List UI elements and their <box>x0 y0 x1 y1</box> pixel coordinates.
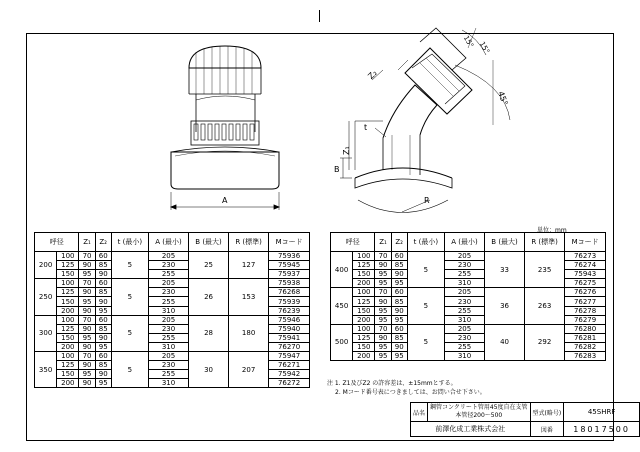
cell-z1: 95 <box>375 306 391 315</box>
table-row <box>331 324 606 333</box>
table-row <box>331 352 606 361</box>
cell-z2: 85 <box>95 261 111 270</box>
cell-r: 127 <box>229 252 269 279</box>
cell-t: 5 <box>111 252 148 279</box>
cell-a: 310 <box>445 279 485 288</box>
table-row <box>35 370 310 379</box>
cell-z1: 70 <box>79 252 95 261</box>
cell-mcode: 75941 <box>269 333 310 342</box>
table-row <box>35 361 310 370</box>
cell-branch-size: 100 <box>57 252 79 261</box>
cell-z2: 85 <box>95 324 111 333</box>
cell-main-size: 300 <box>35 315 57 351</box>
cell-mcode: 76279 <box>565 315 606 324</box>
col-header-mcode: Mコード <box>565 233 606 252</box>
cell-z2: 60 <box>391 252 407 261</box>
table-row <box>331 306 606 315</box>
cell-a: 205 <box>149 252 189 261</box>
cell-b: 33 <box>485 252 525 288</box>
cell-z2: 90 <box>95 333 111 342</box>
cell-a: 230 <box>149 324 189 333</box>
cell-b: 28 <box>189 315 229 351</box>
cell-mcode: 75946 <box>269 315 310 324</box>
cell-z1: 90 <box>79 324 95 333</box>
cell-z1: 95 <box>79 297 95 306</box>
cell-a: 310 <box>445 352 485 361</box>
table-row <box>331 279 606 288</box>
note-2: 2. Mコード番号表につきましては、お問い合せ下さい。 <box>335 389 486 396</box>
cell-branch-size: 150 <box>57 270 79 279</box>
col-header-b: B (最大) <box>189 233 229 252</box>
cell-r: 292 <box>525 324 565 360</box>
table-row <box>35 288 310 297</box>
cell-z1: 70 <box>375 252 391 261</box>
company-name: 前澤化成工業株式会社 <box>411 422 531 437</box>
cell-r: 263 <box>525 288 565 324</box>
cell-z1: 95 <box>79 370 95 379</box>
cell-branch-size: 125 <box>57 361 79 370</box>
cell-a: 255 <box>445 270 485 279</box>
cell-branch-size: 200 <box>57 342 79 351</box>
col-header-z2: Z₂ <box>391 233 407 252</box>
angle-45-label: 45° <box>496 90 510 107</box>
cell-branch-size: 150 <box>57 297 79 306</box>
cell-z2: 85 <box>95 288 111 297</box>
table-row <box>331 288 606 297</box>
cell-z2: 95 <box>95 306 111 315</box>
cell-z1: 95 <box>375 315 391 324</box>
cell-branch-size: 150 <box>57 333 79 342</box>
cell-mcode: 76275 <box>565 279 606 288</box>
cell-z1: 95 <box>375 352 391 361</box>
col-header-a: A (最小) <box>445 233 485 252</box>
cell-a: 230 <box>149 288 189 297</box>
cell-z1: 95 <box>375 270 391 279</box>
cell-z2: 90 <box>391 270 407 279</box>
spec-table-left <box>34 232 310 388</box>
cell-mcode: 76273 <box>565 252 606 261</box>
cell-mcode: 76283 <box>565 352 606 361</box>
cell-a: 255 <box>149 370 189 379</box>
cell-mcode: 76280 <box>565 324 606 333</box>
cell-z1: 90 <box>79 342 95 351</box>
table-header-row <box>331 233 606 252</box>
col-header-mcode: Mコード <box>269 233 310 252</box>
dim-r-label: R <box>424 196 430 205</box>
cell-a: 310 <box>149 342 189 351</box>
cell-z2: 95 <box>391 315 407 324</box>
cell-a: 255 <box>445 342 485 351</box>
cell-branch-size: 150 <box>353 342 375 351</box>
cell-mcode: 75947 <box>269 352 310 361</box>
product-name-line-2: 本管径200～500 <box>455 412 503 419</box>
cell-branch-size: 200 <box>353 315 375 324</box>
cell-a: 255 <box>445 306 485 315</box>
cell-z1: 95 <box>375 279 391 288</box>
cell-mcode: 75942 <box>269 370 310 379</box>
title-block <box>410 402 640 437</box>
cell-mcode: 76277 <box>565 297 606 306</box>
cell-a: 255 <box>149 297 189 306</box>
dim-z1-label: Z₁ <box>342 146 351 155</box>
cell-t: 5 <box>111 352 148 388</box>
cell-z2: 60 <box>391 288 407 297</box>
cell-z1: 90 <box>375 261 391 270</box>
table-row <box>35 379 310 388</box>
table-row <box>331 261 606 270</box>
table-row <box>331 342 606 351</box>
cell-a: 230 <box>445 297 485 306</box>
cell-z2: 95 <box>95 342 111 351</box>
cell-b: 26 <box>189 279 229 315</box>
cell-z1: 90 <box>375 333 391 342</box>
cell-mcode: 75936 <box>269 252 310 261</box>
cell-z2: 90 <box>95 370 111 379</box>
cell-z2: 60 <box>95 279 111 288</box>
cell-z2: 90 <box>95 270 111 279</box>
table-row <box>35 315 310 324</box>
cell-z1: 70 <box>79 315 95 324</box>
product-name-line-1: 鋼管コンクリート管用45度自在支管 <box>430 404 528 411</box>
table-row <box>35 279 310 288</box>
cell-branch-size: 100 <box>57 315 79 324</box>
cell-z1: 70 <box>375 288 391 297</box>
cell-a: 205 <box>149 279 189 288</box>
cell-z1: 90 <box>79 288 95 297</box>
cell-z2: 60 <box>391 324 407 333</box>
cell-mcode: 75939 <box>269 297 310 306</box>
cell-b: 30 <box>189 352 229 388</box>
cell-branch-size: 125 <box>57 288 79 297</box>
cell-a: 205 <box>149 352 189 361</box>
cell-main-size: 200 <box>35 252 57 279</box>
cell-z2: 95 <box>95 379 111 388</box>
table-row <box>35 352 310 361</box>
col-header-t: t (最小) <box>111 233 148 252</box>
table-row <box>35 270 310 279</box>
cell-branch-size: 200 <box>57 379 79 388</box>
cell-main-size: 350 <box>35 352 57 388</box>
table-row <box>35 306 310 315</box>
cell-z1: 95 <box>79 333 95 342</box>
cell-z1: 90 <box>79 261 95 270</box>
dim-t-label: t <box>364 123 368 132</box>
drawing-no-label: 図番 <box>530 422 564 437</box>
cell-branch-size: 150 <box>353 270 375 279</box>
front-view <box>171 46 279 210</box>
cell-r: 153 <box>229 279 269 315</box>
cell-z2: 85 <box>95 361 111 370</box>
col-header-z2: Z₂ <box>95 233 111 252</box>
cell-branch-size: 125 <box>57 261 79 270</box>
cell-z2: 90 <box>391 306 407 315</box>
table-row <box>35 333 310 342</box>
cell-mcode: 75943 <box>565 270 606 279</box>
notes <box>327 379 486 397</box>
cell-mcode: 76239 <box>269 306 310 315</box>
cell-t: 5 <box>111 279 148 315</box>
cell-a: 310 <box>445 315 485 324</box>
cell-z2: 60 <box>95 252 111 261</box>
model-value: 45SHRF <box>564 403 640 422</box>
cell-branch-size: 200 <box>353 352 375 361</box>
cell-mcode: 76278 <box>565 306 606 315</box>
cell-branch-size: 100 <box>353 252 375 261</box>
cell-a: 205 <box>445 288 485 297</box>
col-header-r: R (標準) <box>229 233 269 252</box>
cell-branch-size: 125 <box>353 297 375 306</box>
cell-branch-size: 200 <box>353 279 375 288</box>
table-row <box>331 333 606 342</box>
cell-z1: 95 <box>79 270 95 279</box>
cell-a: 255 <box>149 333 189 342</box>
cell-a: 230 <box>445 261 485 270</box>
cell-mcode: 76272 <box>269 379 310 388</box>
table-row <box>35 261 310 270</box>
cell-z2: 85 <box>391 261 407 270</box>
cell-z1: 90 <box>79 361 95 370</box>
cell-mcode: 75945 <box>269 261 310 270</box>
table-header-row <box>35 233 310 252</box>
cell-r: 207 <box>229 352 269 388</box>
cell-z1: 70 <box>79 352 95 361</box>
cell-t: 5 <box>111 315 148 351</box>
dim-a-label: A <box>222 196 228 205</box>
cell-branch-size: 100 <box>57 352 79 361</box>
cell-z1: 70 <box>375 324 391 333</box>
cell-r: 180 <box>229 315 269 351</box>
drawing-no: 18017500 <box>564 422 640 437</box>
unit-label: 単位：mm <box>537 227 567 234</box>
angle-15a-label: 15° <box>461 34 475 50</box>
cell-a: 310 <box>149 379 189 388</box>
cell-r: 235 <box>525 252 565 288</box>
cell-z2: 90 <box>391 342 407 351</box>
model-label: 型式(略号) <box>530 403 564 422</box>
table-row <box>331 270 606 279</box>
dim-z2-label: Z₂ <box>366 68 379 81</box>
cell-z1: 90 <box>79 379 95 388</box>
cell-a: 230 <box>149 261 189 270</box>
cell-t: 5 <box>407 324 444 360</box>
cell-a: 255 <box>149 270 189 279</box>
col-header-t: t (最小) <box>407 233 444 252</box>
col-header-z1: Z₁ <box>79 233 95 252</box>
cell-branch-size: 100 <box>57 279 79 288</box>
table-row <box>35 324 310 333</box>
table-row <box>331 315 606 324</box>
cell-a: 310 <box>149 306 189 315</box>
cell-z2: 85 <box>391 333 407 342</box>
product-name <box>428 403 531 422</box>
cell-mcode: 76270 <box>269 342 310 351</box>
cell-mcode: 75937 <box>269 270 310 279</box>
cell-mcode: 76274 <box>565 261 606 270</box>
cell-a: 230 <box>149 361 189 370</box>
cell-a: 205 <box>149 315 189 324</box>
cell-mcode: 76276 <box>565 288 606 297</box>
cell-z2: 60 <box>95 315 111 324</box>
cell-mcode: 76282 <box>565 342 606 351</box>
name-label: 品名 <box>411 403 428 422</box>
col-header-size: 呼径 <box>331 233 375 252</box>
cell-main-size: 450 <box>331 288 353 324</box>
col-header-a: A (最小) <box>149 233 189 252</box>
cell-branch-size: 150 <box>57 370 79 379</box>
table-row <box>35 297 310 306</box>
cell-z2: 90 <box>95 297 111 306</box>
cell-b: 40 <box>485 324 525 360</box>
cell-main-size: 500 <box>331 324 353 360</box>
col-header-size: 呼径 <box>35 233 79 252</box>
cell-b: 36 <box>485 288 525 324</box>
angle-15b-label: 15° <box>477 40 491 56</box>
cell-z1: 95 <box>375 342 391 351</box>
cell-z2: 95 <box>391 279 407 288</box>
cell-mcode: 75940 <box>269 324 310 333</box>
cell-a: 205 <box>445 252 485 261</box>
col-header-z1: Z₁ <box>375 233 391 252</box>
cell-mcode: 76281 <box>565 333 606 342</box>
cell-main-size: 400 <box>331 252 353 288</box>
cell-z1: 90 <box>79 306 95 315</box>
table-row <box>331 252 606 261</box>
cell-mcode: 75938 <box>269 279 310 288</box>
dim-b-label: B <box>334 165 340 174</box>
cell-z2: 60 <box>95 352 111 361</box>
table-row <box>35 342 310 351</box>
cell-branch-size: 125 <box>353 333 375 342</box>
note-1: 注 1. Z1及びZ2 の許容差は、±15mmとする。 <box>327 380 457 387</box>
cell-z2: 95 <box>391 352 407 361</box>
cell-a: 205 <box>445 324 485 333</box>
col-header-b: B (最大) <box>485 233 525 252</box>
cell-z2: 85 <box>391 297 407 306</box>
table-row <box>35 252 310 261</box>
cell-z1: 90 <box>375 297 391 306</box>
cell-main-size: 250 <box>35 279 57 315</box>
cell-z1: 70 <box>79 279 95 288</box>
cell-branch-size: 100 <box>353 324 375 333</box>
cell-b: 25 <box>189 252 229 279</box>
cell-t: 5 <box>407 288 444 324</box>
col-header-r: R (標準) <box>525 233 565 252</box>
cell-mcode: 76271 <box>269 361 310 370</box>
cell-branch-size: 125 <box>353 261 375 270</box>
cell-branch-size: 200 <box>57 306 79 315</box>
cell-a: 230 <box>445 333 485 342</box>
table-row <box>331 297 606 306</box>
cell-branch-size: 125 <box>57 324 79 333</box>
spec-table-right <box>330 232 606 361</box>
cell-branch-size: 150 <box>353 306 375 315</box>
cell-t: 5 <box>407 252 444 288</box>
cell-branch-size: 100 <box>353 288 375 297</box>
cell-mcode: 76268 <box>269 288 310 297</box>
side-view <box>340 28 510 213</box>
